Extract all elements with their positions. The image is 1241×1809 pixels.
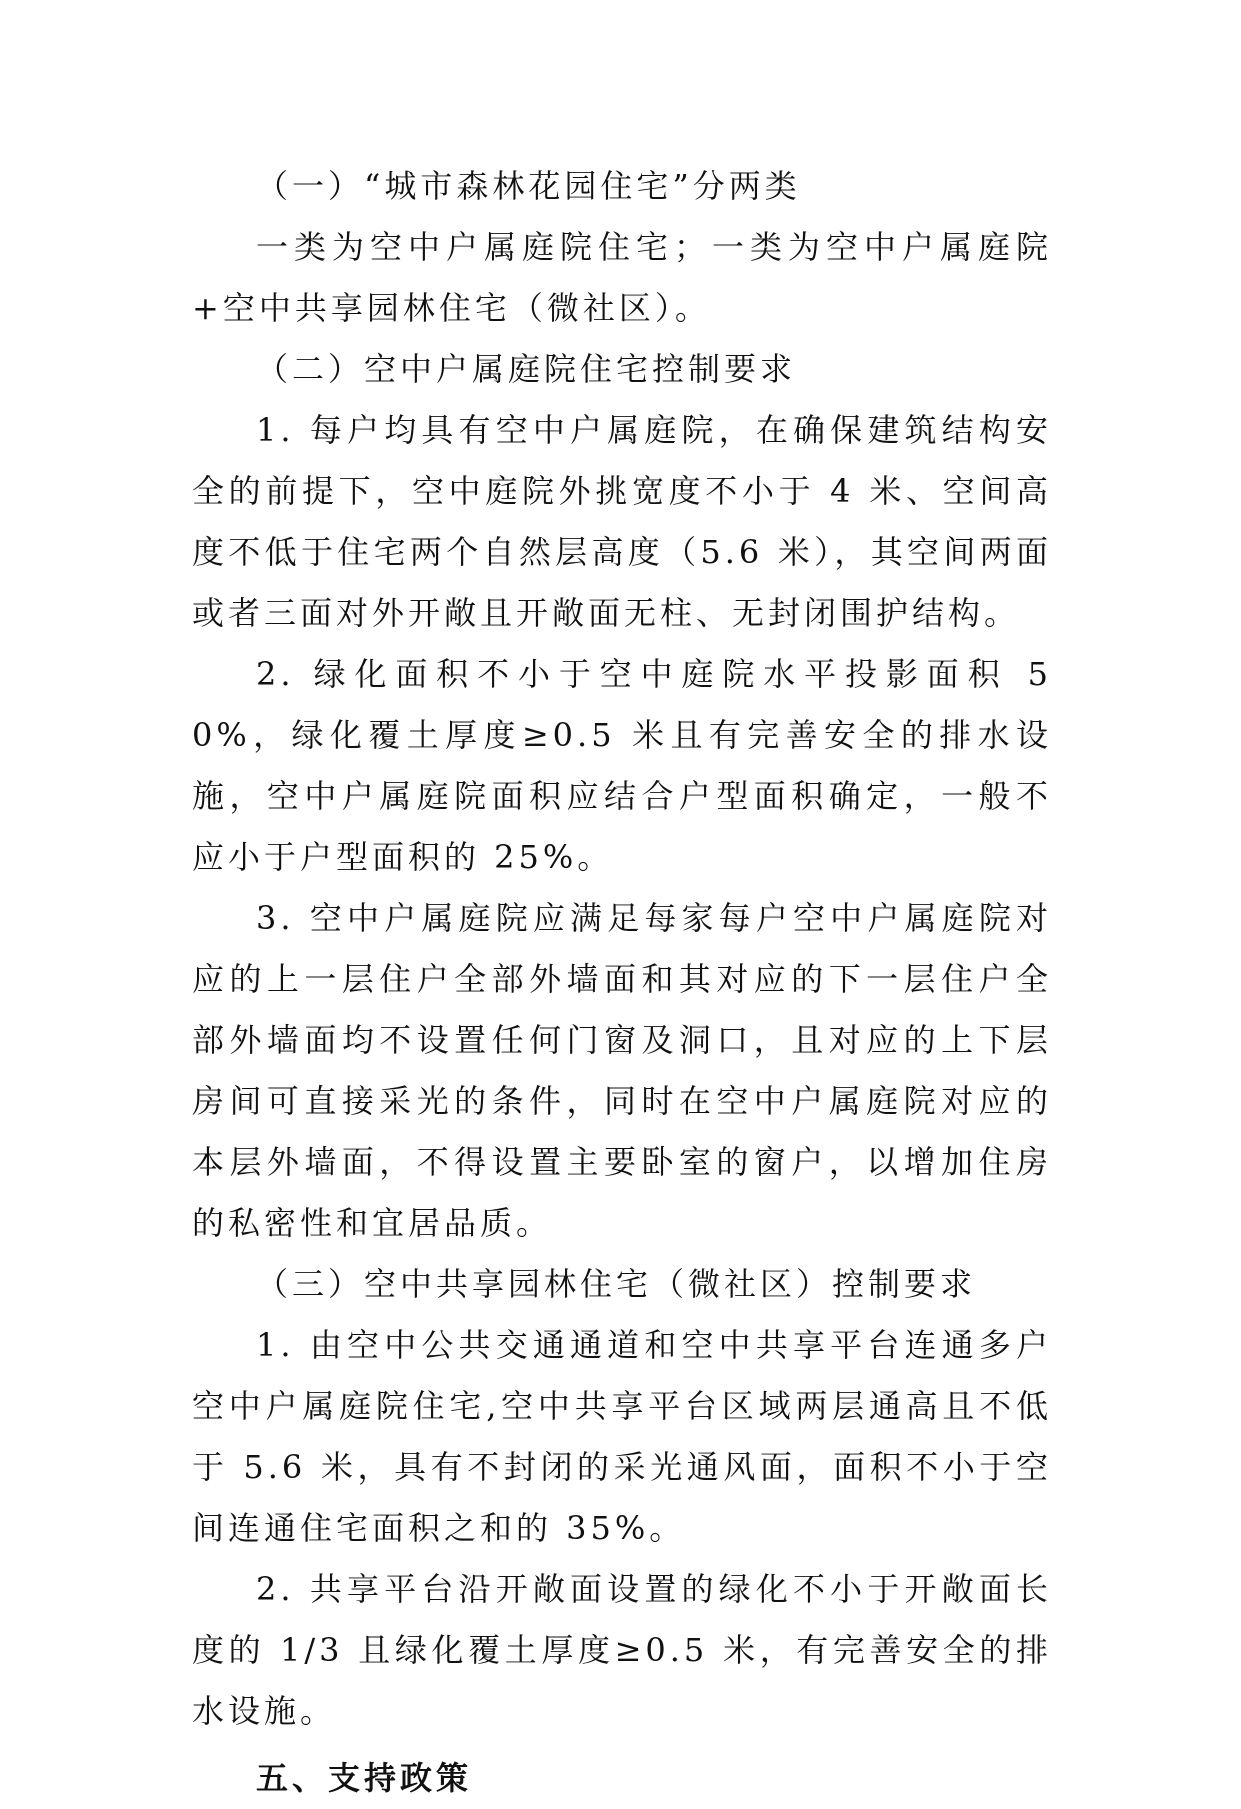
paragraph: 3. 空中户属庭院应满足每家每户空中户属庭院对应的上一层住户全部外墙面和其对应的下一层住户全部外墙面均不设置任何门窗及洞口，且对应的上下层房间可直接采光的条件，同时在空中户属庭院对应的本层外墙面，不得设置主要卧室的窗户，以增加住房的私密性和宜居品质。 [192,899,1052,1242]
section-subheading-1: （一）“城市森林花园住宅”分两类 [256,167,801,205]
section-subheading-3: （三）空中共享园林住宅（微社区）控制要求 [256,1265,977,1303]
section-heading: 五、支持政策 [256,1759,473,1797]
paragraph: 一类为空中户属庭院住宅；一类为空中户属庭院+空中共享园林住宅（微社区）。 [192,228,1052,327]
paragraph: 1. 由空中公共交通通道和空中共享平台连通多户空中户属庭院住宅,空中共享平台区域两层通高且不低于 5.6 米，具有不封闭的采光通风面，面积不小于空间连通住宅面积之和的 35%。 [192,1326,1052,1547]
section-subheading-2: （二）空中户属庭院住宅控制要求 [256,350,797,388]
document-body [192,156,1052,1809]
paragraph: 1. 每户均具有空中户属庭院，在确保建筑结构安全的前提下，空中庭院外挑宽度不小于 4 米、空间高度不低于住宅两个自然层高度（5.6 米），其空间两面或者三面对外开敞且开敞面无柱、无封闭围护结构。 [192,411,1052,632]
paragraph: 2. 绿化面积不小于空中庭院水平投影面积 50%，绿化覆土厚度≥0.5 米且有完善安全的排水设施，空中户属庭院面积应结合户型面积确定，一般不应小于户型面积的 25%。 [192,655,1052,876]
paragraph: 2. 共享平台沿开敞面设置的绿化不小于开敞面长度的 1/3 且绿化覆土厚度≥0.5 米，有完善安全的排水设施。 [192,1570,1052,1730]
